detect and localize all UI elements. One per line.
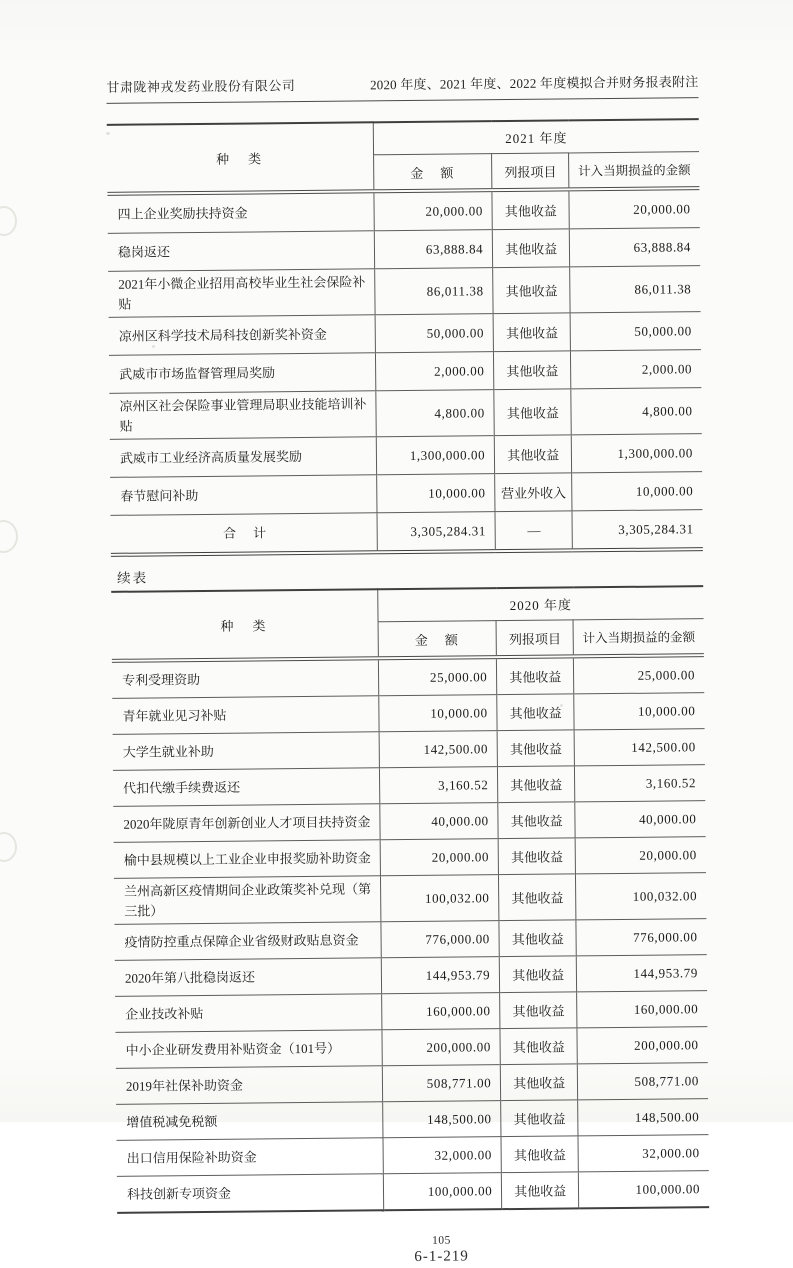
- cell-pl-amount: 776,000.00: [576, 919, 707, 956]
- cell-amount: 100,032.00: [380, 875, 499, 922]
- cell-amount: 25,000.00: [378, 657, 497, 696]
- cell-pl-amount: 20,000.00: [575, 837, 706, 874]
- cell-pl-amount: 63,888.84: [570, 228, 701, 267]
- cell-pl-amount: 508,771.00: [578, 1063, 709, 1100]
- cell-reporting-item: 其他收益: [501, 1136, 578, 1173]
- table-row: [107, 188, 699, 233]
- table-row: [115, 1027, 707, 1069]
- cell-category: 兰州高新区疫情期间企业政策奖补兑现（第三批）: [114, 876, 381, 925]
- table-row: [109, 388, 701, 440]
- cell-amount: 160,000.00: [381, 993, 500, 1030]
- cell-amount: 50,000.00: [375, 314, 494, 353]
- period-header-2021: 2021 年度: [373, 119, 699, 155]
- cell-reporting-item: 其他收益: [492, 189, 569, 229]
- cell-category: 榆中县规模以上工业企业申报奖励补助资金: [114, 840, 381, 879]
- table-row: [117, 1171, 709, 1213]
- cell-reporting-item: 其他收益: [498, 838, 575, 875]
- column-header-category: 种 类: [107, 122, 374, 194]
- cell-category: 增值税减免税额: [116, 1102, 383, 1141]
- cell-amount: 20,000.00: [374, 190, 493, 231]
- cell-category: 青年就业见习补贴: [112, 696, 379, 735]
- cell-amount: 142,500.00: [379, 731, 498, 768]
- cell-category: 稳岗返还: [108, 231, 375, 272]
- cell-pl-amount: 148,500.00: [578, 1099, 709, 1136]
- cell-amount: 86,011.38: [375, 268, 494, 315]
- table-row: [113, 729, 705, 771]
- cell-pl-amount: 10,000.00: [572, 472, 703, 511]
- cell-reporting-item: 其他收益: [500, 1028, 577, 1065]
- subsidy-table-2020: [111, 585, 709, 1214]
- report-title: 2020 年度、2021 年度、2022 年度模拟合并财务报表附注: [369, 74, 699, 93]
- table-row: [110, 434, 702, 478]
- cell-pl-amount: 40,000.00: [575, 801, 706, 838]
- cell-category: 专利受理资助: [122, 671, 201, 688]
- cell-pl-amount: 100,032.00: [576, 873, 707, 920]
- cell-reporting-item: 其他收益: [493, 313, 570, 352]
- cell-reporting-item: 其他收益: [494, 389, 571, 436]
- table-row: [108, 266, 700, 318]
- cell-amount: 1,300,000.00: [376, 436, 495, 475]
- table-row: [113, 801, 705, 843]
- cell-pl-amount: 3,160.52: [575, 765, 706, 802]
- cell-reporting-item: 其他收益: [495, 435, 572, 474]
- cell-category: 出口信用保险补助资金: [117, 1138, 384, 1177]
- table-row: [114, 837, 706, 879]
- cell-reporting-item: 其他收益: [493, 267, 570, 314]
- column-header-amount: 金 额: [378, 621, 497, 659]
- table-row: [109, 350, 701, 394]
- cell-amount: 63,888.84: [374, 230, 493, 269]
- cell-pl-amount: 1,300,000.00: [571, 434, 702, 473]
- period-header-2020: 2020 年度: [378, 586, 704, 622]
- table-row: [112, 693, 704, 735]
- table-row: [113, 765, 705, 807]
- cell-pl-amount: 4,800.00: [571, 388, 702, 435]
- cell-amount: 148,500.00: [383, 1101, 502, 1138]
- cell-amount: 40,000.00: [380, 803, 499, 840]
- cell-pl-amount: 200,000.00: [577, 1027, 708, 1064]
- table-row: [110, 472, 702, 516]
- cell-category: 科技创新专项资金: [117, 1174, 384, 1213]
- table-body-2020: [112, 655, 709, 1213]
- table-row: [116, 1099, 708, 1141]
- total-reporting-item: —: [495, 511, 572, 551]
- cell-category: 企业技改补贴: [115, 994, 382, 1033]
- cell-category: 四上企业奖励扶持资金: [117, 205, 248, 222]
- cell-category: 2021年小微企业招用高校毕业生社会保险补贴: [108, 269, 375, 318]
- cell-pl-amount: 144,953.79: [576, 955, 707, 992]
- continuation-label: 续表: [117, 570, 149, 586]
- table-row: [114, 919, 706, 961]
- cell-pl-amount: 142,500.00: [574, 729, 705, 766]
- cell-amount: 32,000.00: [383, 1137, 502, 1174]
- document-content: [106, 71, 709, 1268]
- cell-category: 大学生就业补助: [113, 732, 380, 771]
- document-code: 6-1-219: [414, 1248, 469, 1265]
- cell-amount: 20,000.00: [380, 839, 499, 876]
- cell-reporting-item: 其他收益: [500, 992, 577, 1029]
- cell-amount: 4,800.00: [376, 390, 495, 437]
- table-row: [112, 655, 704, 698]
- cell-category: 凉州区科学技术局科技创新奖补资金: [109, 315, 376, 356]
- cell-reporting-item: 其他收益: [493, 229, 570, 268]
- table-body-2021: [107, 188, 702, 515]
- cell-reporting-item: 其他收益: [498, 802, 575, 839]
- cell-amount: 776,000.00: [381, 921, 500, 958]
- cell-category: 代扣代缴手续费返还: [113, 768, 380, 807]
- column-header-pl-amount: 计入当期损益的金额: [573, 619, 704, 657]
- cell-reporting-item: 其他收益: [501, 1064, 578, 1101]
- total-row: [111, 510, 703, 555]
- table-row: [115, 991, 707, 1033]
- cell-amount: 10,000.00: [379, 695, 498, 732]
- cell-category: 疫情防控重点保障企业省级财政贴息资金: [114, 922, 381, 961]
- cell-pl-amount: 2,000.00: [571, 350, 702, 389]
- cell-category: 春节慰问补助: [110, 475, 377, 516]
- cell-reporting-item: 其他收益: [497, 694, 574, 731]
- cell-amount: 100,000.00: [383, 1173, 502, 1211]
- cell-pl-amount: 50,000.00: [570, 312, 701, 351]
- cell-pl-amount: 160,000.00: [577, 991, 708, 1028]
- table-row: [114, 873, 706, 925]
- cell-category: 2019年社保补助资金: [116, 1066, 383, 1105]
- table-row: [109, 312, 701, 356]
- total-amount: 3,305,284.31: [377, 512, 496, 553]
- cell-amount: 144,953.79: [381, 957, 500, 994]
- cell-reporting-item: 其他收益: [502, 1172, 579, 1209]
- column-header-pl-amount: 计入当期损益的金额: [569, 152, 700, 190]
- cell-pl-amount: 86,011.38: [570, 266, 701, 313]
- cell-category: 2020年第八批稳岗返还: [115, 958, 382, 997]
- cell-reporting-item: 其他收益: [498, 766, 575, 803]
- scan-artifact: [0, 520, 18, 553]
- cell-amount: 508,771.00: [382, 1065, 501, 1102]
- scan-artifact: [0, 832, 17, 862]
- cell-amount: 3,160.52: [379, 767, 498, 804]
- cell-pl-amount: 10,000.00: [574, 693, 705, 730]
- cell-reporting-item: 营业外收入: [495, 473, 572, 512]
- document-footer: [145, 1232, 737, 1268]
- cell-amount: 2,000.00: [375, 352, 494, 391]
- column-header-reporting-item: 列报项目: [492, 153, 569, 190]
- cell-reporting-item: 其他收益: [494, 351, 571, 390]
- cell-category: 凉州区社会保险事业管理局职业技能培训补贴: [109, 391, 376, 440]
- cell-reporting-item: 其他收益: [499, 874, 576, 921]
- total-pl-amount: 3,305,284.31: [572, 510, 703, 551]
- cell-category: 武威市市场监督管理局奖励: [109, 353, 376, 394]
- column-header-category: 种 类: [111, 589, 378, 661]
- cell-pl-amount: 20,000.00: [569, 188, 700, 229]
- cell-reporting-item: 其他收益: [501, 1100, 578, 1137]
- column-header-reporting-item: 列报项目: [496, 620, 573, 657]
- cell-pl-amount: 100,000.00: [579, 1171, 710, 1209]
- table-row: [115, 955, 707, 997]
- cell-category: 中小企业研发费用补贴资金（101号）: [115, 1030, 382, 1069]
- company-name: 甘肃陇神戎发药业股份有限公司: [106, 78, 296, 95]
- cell-amount: 200,000.00: [382, 1029, 501, 1066]
- cell-pl-amount: 32,000.00: [578, 1135, 709, 1172]
- cell-pl-amount: 25,000.00: [574, 655, 705, 694]
- subsidy-table-2021: [107, 118, 703, 557]
- table-row: [116, 1063, 708, 1105]
- column-header-amount: 金 额: [373, 154, 492, 192]
- document-header: [106, 71, 698, 104]
- cell-reporting-item: 其他收益: [497, 730, 574, 767]
- cell-reporting-item: 其他收益: [500, 956, 577, 993]
- table-row: [108, 228, 700, 272]
- cell-category: 2020年陇原青年创新创业人才项目扶持资金: [113, 804, 380, 843]
- cell-amount: 10,000.00: [377, 474, 496, 513]
- cell-reporting-item: 其他收益: [497, 656, 574, 694]
- total-label: 合 计: [111, 513, 378, 555]
- page-number: 105: [432, 1234, 451, 1247]
- cell-reporting-item: 其他收益: [499, 920, 576, 957]
- cell-category: 武威市工业经济高质量发展奖励: [110, 437, 377, 478]
- table-row: [117, 1135, 709, 1177]
- scan-artifact: [0, 206, 17, 236]
